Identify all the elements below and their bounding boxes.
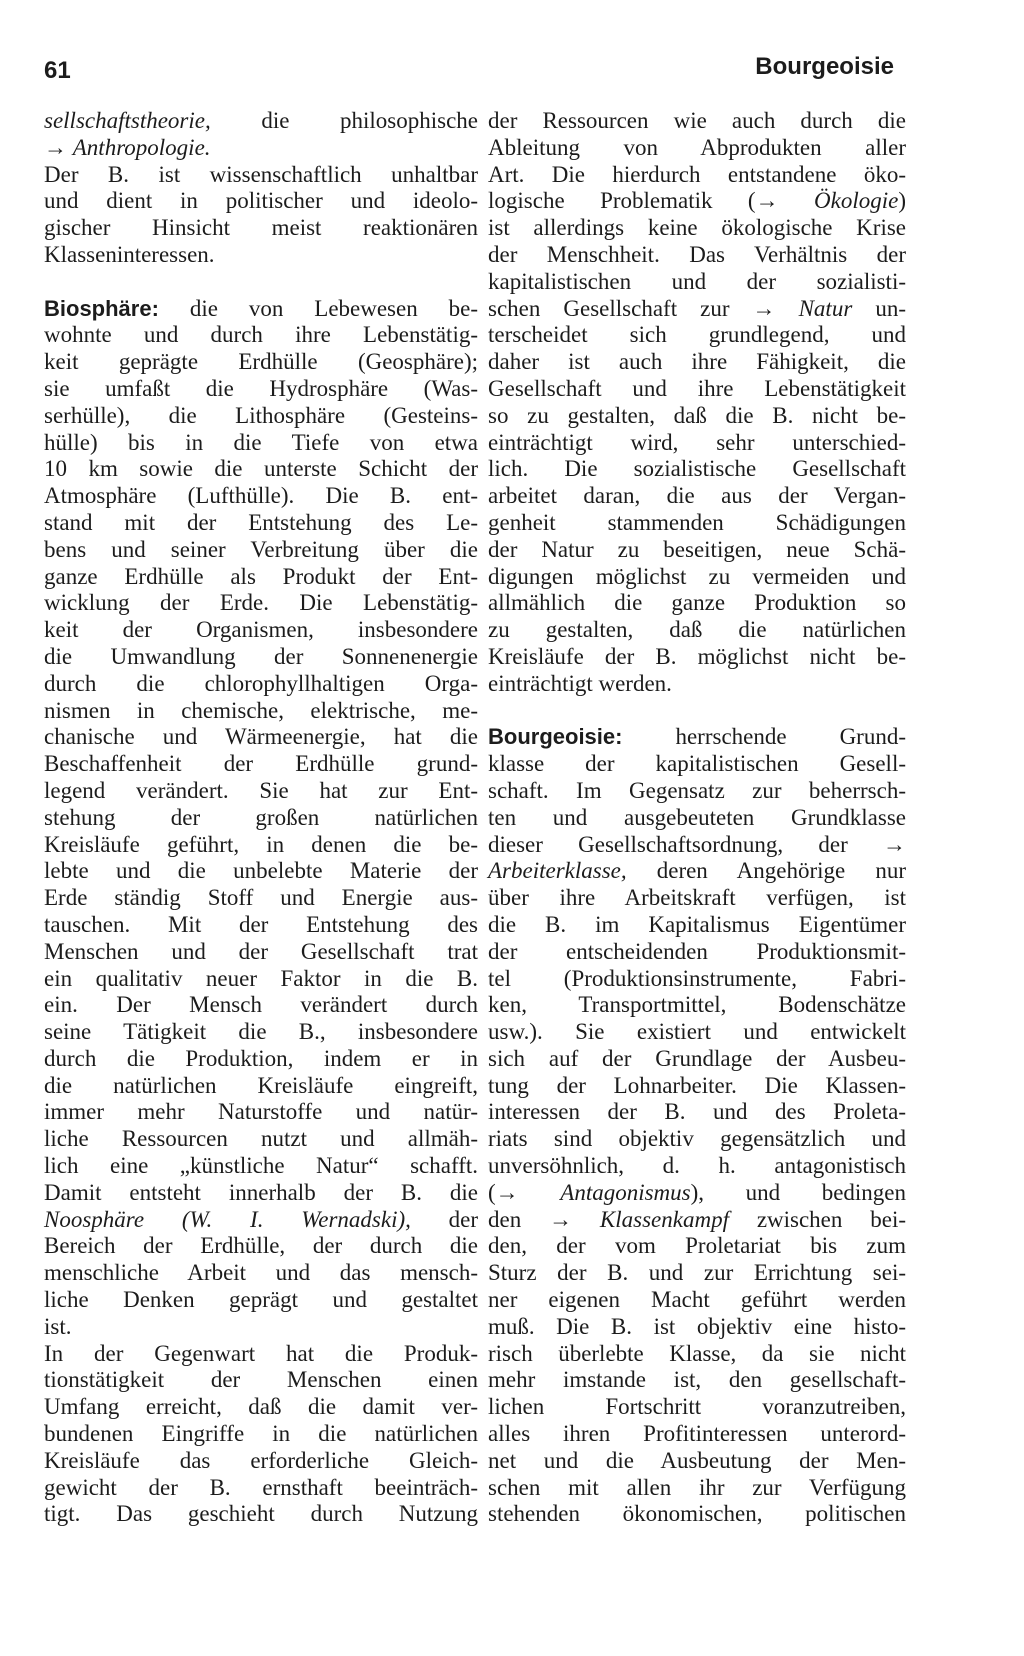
arrow-icon: → <box>752 295 776 321</box>
text-line: bundenen Eingriffe in die natürlichen <box>44 1421 478 1447</box>
text-line: liche Denken geprägt und gestaltet <box>44 1287 478 1313</box>
page-number: 61 <box>44 57 71 84</box>
text-line: sich auf der Grundlage der Ausbeu- <box>488 1045 906 1071</box>
cross-reference: Anthropologie. <box>72 134 211 160</box>
text-line: stehenden ökonomischen, politischen <box>488 1501 906 1527</box>
text-line: Sturz der B. und zur Errichtung sei- <box>488 1260 906 1286</box>
text-line: ist. <box>44 1313 72 1339</box>
text-line: die natürlichen Kreisläufe eingreift, <box>44 1072 478 1098</box>
text-line: ten und ausgebeuteten Grundklasse <box>488 804 906 830</box>
text-line: durch die Produktion, indem er in <box>44 1045 478 1071</box>
text-line: stand mit der Entstehung des Le- <box>44 509 478 535</box>
text-line: tung der Lohnarbeiter. Die Klassen- <box>488 1072 906 1098</box>
text-line: ein qualitativ neuer Faktor in die B. <box>44 965 478 991</box>
left-column <box>44 108 478 1528</box>
entry-headword-biosphaere: Biosphäre: <box>44 295 159 321</box>
text-line: Kreisläufe geführt, in denen die be- <box>44 831 478 857</box>
running-head: Bourgeoisie <box>755 53 894 80</box>
text-line: immer mehr Naturstoffe und natür- <box>44 1099 478 1125</box>
text-line: Kreisläufe der B. möglichst nicht be- <box>488 643 906 669</box>
text-line: genheit stammenden Schädigungen <box>488 509 906 535</box>
text-line: muß. Die B. ist objektiv eine histo- <box>488 1313 906 1339</box>
text-line: den, der vom Proletariat bis zum <box>488 1233 906 1259</box>
text-line: über ihre Arbeitskraft verfügen, ist <box>488 885 906 911</box>
text-line: 10 km sowie die unterste Schicht der <box>44 456 478 482</box>
text-line: Kreisläufe das erforderliche Gleich- <box>44 1447 478 1473</box>
text-line: usw.). Sie existiert und entwickelt <box>488 1019 906 1045</box>
arrow-icon: → <box>755 188 779 214</box>
text-line: liche Ressourcen nutzt und allmäh- <box>44 1126 478 1152</box>
text-line: klasse der kapitalistischen Gesell- <box>488 751 906 777</box>
text-line: Biosphäre: die von Lebewesen be- <box>44 295 478 321</box>
text-line: den → Klassenkampf zwischen bei- <box>488 1206 906 1232</box>
text-line: Ableitung von Abprodukten aller <box>488 134 906 160</box>
text-line: Art. Die hierdurch entstandene öko- <box>488 161 906 187</box>
text-line: keit geprägte Erdhülle (Geosphäre); <box>44 349 478 375</box>
text-line: die Umwandlung der Sonnenenergie <box>44 643 478 669</box>
cross-reference: Antagonismus <box>560 1179 691 1205</box>
cross-reference: Natur <box>798 295 853 321</box>
text-line: Umfang erreicht, daß die damit ver- <box>44 1394 478 1420</box>
text-line: einträchtigt wird, sehr unterschied- <box>488 429 906 455</box>
text-line: serhülle), die Lithosphäre (Gesteins- <box>44 402 478 428</box>
text-line: mehr imstande ist, den gesellschaft- <box>488 1367 906 1393</box>
text-line: legend verändert. Sie hat zur Ent- <box>44 777 478 803</box>
text-line <box>44 135 478 162</box>
text-line: chanische und Wärmeenergie, hat die <box>44 724 478 750</box>
text-line: der Natur zu beseitigen, neue Schä- <box>488 536 906 562</box>
text-line: lichen Fortschritt voranzutreiben, <box>488 1394 906 1420</box>
cross-reference: Arbeiterklasse, <box>488 858 627 884</box>
text-line: hülle) bis in die Tiefe von etwa <box>44 429 478 455</box>
text-line: einträchtigt werden. <box>488 670 672 696</box>
text-line: gischer Hinsicht meist reaktionären <box>44 215 478 241</box>
text-line: der Ressourcen wie auch durch die <box>488 108 906 133</box>
text-line: keit der Organismen, insbesondere <box>44 617 478 643</box>
text-line: stehung der großen natürlichen <box>44 804 478 830</box>
text-line: risch überlebte Klasse, da sie nicht <box>488 1340 906 1366</box>
text-line: Beschaffenheit der Erdhülle grund- <box>44 751 478 777</box>
text-line: die B. im Kapitalismus Eigentümer <box>488 911 906 937</box>
text-line: Bereich der Erdhülle, der durch die <box>44 1233 478 1259</box>
text-line: daher ist auch ihre Fähigkeit, die <box>488 349 906 375</box>
text-line: Atmosphäre (Lufthülle). Die B. ent- <box>44 483 478 509</box>
text-line: sie umfaßt die Hydrosphäre (Was- <box>44 375 478 401</box>
text-line: interessen der B. und des Proleta- <box>488 1099 906 1125</box>
text-line: terscheidet sich grundlegend, und <box>488 322 906 348</box>
cross-reference: sellschaftstheorie, <box>44 108 211 133</box>
text-line: ganze Erdhülle als Produkt der Ent- <box>44 563 478 589</box>
text-line: der Menschheit. Das Verhältnis der <box>488 241 906 267</box>
text-line: ein. Der Mensch verändert durch <box>44 992 478 1018</box>
text-line: net und die Ausbeutung der Men- <box>488 1447 906 1473</box>
text-line: lich. Die sozialistische Gesellschaft <box>488 456 906 482</box>
text-line: dieser Gesellschaftsordnung, der → <box>488 831 907 857</box>
text-line: gewicht der B. ernsthaft beeinträch- <box>44 1474 478 1500</box>
text-line: tel (Produktionsinstrumente, Fabri- <box>488 965 906 991</box>
text-line: Menschen und der Gesellschaft trat <box>44 938 478 964</box>
text-line: durch die chlorophyllhaltigen Orga- <box>44 670 478 696</box>
arrow-icon: → <box>549 1206 573 1232</box>
text-line: logische Problematik (→ Ökologie) <box>488 188 906 214</box>
text-line: unversöhnlich, d. h. antagonistisch <box>488 1153 906 1179</box>
text-line: riats sind objektiv gegensätzlich und <box>488 1126 906 1152</box>
text-line: alles ihren Profitinteressen unterord- <box>488 1421 906 1447</box>
text-line: wicklung der Erde. Die Lebenstätig- <box>44 590 478 616</box>
text-line: tionstätigkeit der Menschen einen <box>44 1367 478 1393</box>
text-line: schaft. Im Gegensatz zur beherrsch- <box>488 777 906 803</box>
arrow-icon: → <box>495 1179 519 1205</box>
text-line: ken, Transportmittel, Bodenschätze <box>488 992 906 1018</box>
text-line: lich eine „künstliche Natur“ schafft. <box>44 1153 478 1179</box>
text-line: lebte und die unbelebte Materie der <box>44 858 478 884</box>
text-line: digungen möglichst zu vermeiden und <box>488 563 906 589</box>
arrow-icon: → <box>44 134 67 160</box>
text-line: (→ Antagonismus), und bedingen <box>488 1179 907 1205</box>
text-line: Noosphäre (W. I. Wernadski), der <box>44 1206 478 1232</box>
text-line: tauschen. Mit der Entstehung des <box>44 911 478 937</box>
text-line: Klasseninteressen. <box>44 241 215 267</box>
text-line: Damit entsteht innerhalb der B. die <box>44 1179 478 1205</box>
arrow-icon: → <box>883 831 907 857</box>
text-line: nismen in chemische, elektrische, me- <box>44 697 478 723</box>
text-line: tigt. Das geschieht durch Nutzung <box>44 1501 478 1527</box>
text-line: bens und seiner Verbreitung über die <box>44 536 478 562</box>
text-line: schen mit allen ihr zur Verfügung <box>488 1474 906 1500</box>
text-line: und dient in politischer und ideolo- <box>44 188 478 214</box>
text-line: allmählich die ganze Produktion so <box>488 590 906 616</box>
text-line: seine Tätigkeit die B., insbesondere <box>44 1019 478 1045</box>
text-line: Der B. ist wissenschaftlich unhaltbar <box>44 161 478 187</box>
entry-headword-bourgeoisie: Bourgeoisie: <box>488 724 623 750</box>
text-line: schen Gesellschaft zur → Natur un- <box>488 295 906 321</box>
text-line: Bourgeoisie: herrschende Grund- <box>488 724 906 750</box>
text-line: kapitalistischen und der sozialisti- <box>488 268 906 294</box>
text-line: menschliche Arbeit und das mensch- <box>44 1260 478 1286</box>
text-line: arbeitet daran, die aus der Vergan- <box>488 483 906 509</box>
text-line: In der Gegenwart hat die Produk- <box>44 1340 478 1366</box>
text-line: wohnte und durch ihre Lebenstätig- <box>44 322 478 348</box>
text-line: Arbeiterklasse, deren Angehörige nur <box>488 858 907 884</box>
text-line: ner eigenen Macht geführt werden <box>488 1287 906 1313</box>
cross-reference: Noosphäre (W. I. Wernadski), <box>44 1206 411 1232</box>
text-line: so zu gestalten, daß die B. nicht be- <box>488 402 906 428</box>
text-line: ist allerdings keine ökologische Krise <box>488 215 906 241</box>
text-line: sellschaftstheorie, die philosophische <box>44 108 479 133</box>
text-line: zu gestalten, daß die natürlichen <box>488 617 906 643</box>
cross-reference: Ökologie <box>814 188 899 214</box>
right-column <box>488 108 906 1528</box>
cross-reference: Klassenkampf <box>599 1206 729 1232</box>
text-line: Gesellschaft und ihre Lebenstätigkeit <box>488 375 906 401</box>
text-line: Erde ständig Stoff und Energie aus- <box>44 885 478 911</box>
text-line: der entscheidenden Produktionsmit- <box>488 938 906 964</box>
